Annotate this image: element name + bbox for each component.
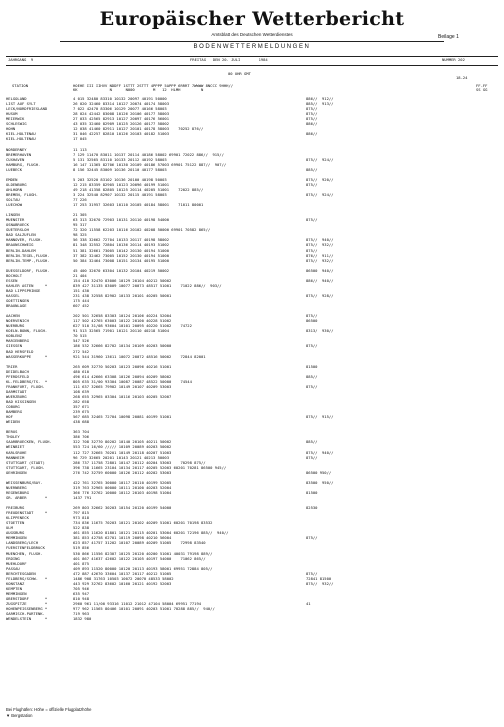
station-observation: 839 427 31135 83009 10077 20073 48517 51001 71022 886// 903// [73,282,222,288]
station-extra-groups: 885// 913// [306,101,334,107]
station-observation: 522 838 [73,525,90,531]
station-observation: 45 400 32670 63304 10132 20104 40219 50002 [73,267,170,273]
station-observation: 12 215 83359 82905 10123 20096 40199 51001 [73,181,170,187]
station-extra-groups: 86500 [306,318,318,324]
station-name: HANNOVER, FLUGH. [6,237,43,243]
station-name: BAD LIPPSPRINGE [6,287,41,293]
station-observation: 530 866 11556 82307 10125 20120 40200 51001 40031 79198 889// [73,550,213,556]
station-observation: 797 815 [73,510,90,516]
station-observation: 56 338 32662 72704 10133 20117 40198 58002 [73,237,170,243]
station-name: KARLSRUHE [6,449,27,455]
station-observation: 81 348 32552 72804 10136 20114 40193 51002 [73,242,170,248]
station-name: BAD SALZUFLEN [6,232,36,238]
station-observation: 37 382 32462 73005 10152 20130 40194 51000 [73,252,170,258]
station-extra-groups: 875// 940// [306,449,334,455]
observation-time: 00 UHR GMT [228,71,251,76]
issue-number: NUMMER 202 [442,57,465,62]
station-name: BERLIN-TEMP.,FLUGH. [6,257,50,263]
station-name: NOERVENICH [6,318,29,324]
station-extra-groups: 875// [306,343,318,349]
station-name: ZUGSPITZE * [6,601,48,606]
station-observation: 12 038 41460 82911 10127 20101 40178 58003 70252 876// [73,126,204,132]
station-extra-groups: 81500 [306,489,318,495]
station-name: KL.FELDBERG/TS. * [6,378,48,384]
station-observation: 269 803 32662 30203 10154 20120 40199 54000 [73,505,172,511]
station-extra-groups: 875// 940// [306,237,334,243]
publisher-subtitle: Amtsblatt des Deutschen Wetterdienstes [211,32,293,37]
station-observation: 805 635 31/00 93304 10087 20087 48522 50000 74544 [73,378,192,384]
station-name: HUSUM [6,111,18,117]
station-name: CUXHAVEN [6,156,25,162]
station-name: STUTTGART, FLUGH. [6,464,45,470]
station-observation: 31 046 42257 82810 10126 20103 40182 51003 [73,131,170,137]
station-name: AUGSBURG [6,530,25,536]
station-name: NORDERNEY [6,146,27,152]
station-observation: 21 404 [73,272,87,278]
station-extra-groups: 86500 940// [306,267,334,273]
station-name: FREIBURG [6,505,25,511]
station-observation: 409 893 11520 80000 10120 20113 40193 58001 69951 72884 805// [73,565,213,571]
station-observation: 366 776 32762 10000 10112 20103 40198 51004 [73,489,172,495]
station-name: GOETTINGEN [6,298,29,303]
station-observation: 72 320 11558 62203 10116 20102 40208 50000 69901 70582 865// [73,227,211,233]
station-observation: 8 156 32445 83009 10136 20110 40177 58003 [73,166,167,172]
station-name: ULM [6,525,13,531]
station-extra-groups: 885// [306,439,318,445]
station-name: GARMISCH-PARTENK. [6,611,45,617]
station-name: KONSTANZ [6,580,25,586]
station-extra-groups: 875// [306,116,318,122]
station-observation: 357 671 [73,404,90,410]
station-name: WUERZBURG [6,393,27,399]
station-observation: 282 658 [73,399,90,404]
station-name: SOLTAU [6,197,20,202]
station-observation: 117 502 42765 63003 10122 20100 40228 51002 [73,318,172,324]
station-name: GUETERSLOH [6,227,29,233]
station-extra-groups: 875// [306,535,318,541]
station-observation: 151 430 [73,287,90,293]
station-extra-groups: 83500 950// [306,479,334,485]
station-observation: 553 724 16/60 ///// 10109 20089 40203 50002 [73,444,172,450]
station-name: LECK/NORDFRIESLAND [6,106,48,112]
station-name: REGENSBURG [6,489,29,495]
station-name: FRANKFURT, FLUGH. [6,383,45,389]
station-observation: 112 727 32665 70201 10149 20118 40207 51003 [73,449,172,455]
station-observation: 286 737 11758 72801 10147 20112 40204 53003 70298 875// [73,459,206,465]
station-observation: 1437 791 [73,494,92,500]
station-name: BAD HERSFELD [6,348,34,354]
station-name: LINGEN [6,212,20,218]
station-observation: 175 444 [73,298,90,303]
station-name: TRIER [6,363,18,369]
issue-date: FREITAG DEN 20. JULI 1984 [190,57,268,62]
station-extra-groups: 875// 915// [306,414,334,420]
station-observation: 77 226 [73,197,87,202]
footnote-airports: Bei Flughäfen: Höhe = offizielle Flugplatzhöhe [6,707,92,712]
station-name: FELDBERG/SCHW. * [6,575,48,581]
station-name: KIEL-HOLTENAU [6,136,36,142]
station-observation: 607 452 [73,303,90,309]
station-name: EMDEN [6,176,18,182]
station-observation: 154 410 32470 83006 10129 20104 40212 50002 [73,277,172,283]
station-extra-groups: 875// [306,313,318,319]
station-name: WENDELSTEIN * [6,616,48,622]
station-observation: 5 131 32565 83110 10133 20112 40192 58003 [73,156,167,162]
station-name: MARIENBERG [6,338,29,344]
station-observation: 108 639 [73,388,90,394]
station-name: MUEHLDORF [6,560,27,566]
station-observation: 1486 908 31763 10503 10072 20070 48533 58002 [73,575,174,581]
station-name: KEMPTEN [6,585,23,591]
station-name: HELGOLAND [6,96,27,101]
station-observation: 27 033 42565 82913 10127 20097 40176 56001 [73,116,170,122]
station-observation: 11 113 [73,146,87,152]
station-observation: 51 381 32661 73005 10142 20130 40194 51000 [73,247,170,253]
station-observation: 519 856 [73,545,90,551]
station-observation: 401 875 [73,560,90,566]
station-name: BAMBERG [6,409,23,415]
station-observation: 16 147 11365 82706 10130 20109 40186 57003 69901 75122 887// 907// [73,161,227,167]
station-extra-groups: 8313/ 930// [306,328,334,334]
station-extra-groups: 81500 [306,363,318,369]
station-name: HOF [6,414,13,420]
station-name: WEINBIET [6,444,25,450]
station-name: DARMSTADT [6,388,27,394]
station-name: PASSAU [6,565,20,571]
station-observation: 276 742 32759 60000 10126 20112 40202 53003 [73,469,172,475]
station-extra-groups: 72841 81500 [306,575,332,581]
station-observation: 396 738 11665 23104 10134 20117 40205 52003 60201 70281 86500 945// [73,464,227,470]
station-observation: 95 317 [73,222,87,228]
station-observation: 921 544 31960 13611 10072 20072 48516 50002 72844 82001 [73,353,206,359]
station-name: HOHN [6,126,16,132]
station-observation: 186 532 32666 82702 10134 20109 40203 50000 [73,343,172,349]
station-name: NUERNBERG [6,484,27,490]
supplement-label: Beilage 1 [438,34,459,40]
column-header-station: STATION [12,83,29,88]
station-name: MEMMINGEN [6,535,27,541]
station-name: KASSEL [6,292,20,298]
station-observation: 5 203 32520 83102 10136 20100 40198 50003 [73,176,167,182]
station-observation: 17 253 31957 32603 10110 20105 40184 58001 71011 80001 [73,202,204,208]
station-observation: 322 708 32770 80202 10140 20105 40211 50002 [73,439,172,445]
station-observation: 719 963 [73,611,90,617]
station-extra-groups: 875// 932// [306,242,334,248]
station-observation: 231 438 32558 82902 10133 20101 40205 50001 [73,292,172,298]
station-extra-groups: 86500 950// [306,469,332,475]
station-name: GR. ARBER * [6,494,48,500]
station-observation: 422 761 32765 30000 10117 20110 40199 52005 [73,479,172,485]
station-name: KAHLER ASTEN * [6,282,48,288]
station-observation: 443 929 32762 83602 10160 20121 40192 52003 [73,580,172,586]
station-name: THOLEY [6,434,20,440]
station-observation: 363 704 [73,429,90,435]
station-name: KOELN-BONN, FLUGH. [6,328,48,334]
station-extra-groups: 875// [306,570,318,576]
station-name: ERDING [6,555,20,561]
station-observation: 973 818 [73,515,90,521]
station-observation: 496 614 42666 63308 10126 20094 40209 58002 [73,373,172,379]
station-name: WASSERKUPPE * [6,353,48,359]
station-name: LIST AUF SYLT [6,101,36,107]
station-name: BAD KISSINGEN [6,399,36,404]
station-name: MEIERWIK [6,116,25,122]
station-observation: 70 515 [73,333,87,339]
station-name: BERLIN-DAHLEM [6,247,36,253]
station-name: FREUDENSTADT * [6,510,48,516]
station-name: FUERSTENFELDBRUCK [6,545,45,551]
station-observation: 3 224 32540 82907 10132 20115 40191 58003 [73,191,167,197]
station-name: HOHENPEISSENBERG * [6,606,48,612]
station-observation: 319 763 32965 00000 10111 20100 40203 52004 [73,484,172,490]
station-name: PFERDSFELD [6,373,29,379]
station-observation: 401 867 41637 42602 10122 20105 40197 54000 71062 865// [73,555,206,561]
station-observation: 1832 980 [73,616,92,622]
station-name: BRAUNSCHWEIG [6,242,34,248]
station-name: LANDSBERG/LECH [6,540,39,546]
station-extra-groups: 886// [306,131,318,137]
station-name: OEHRINGEN [6,469,27,475]
station-name: BERLIN-TEGEL,FLUGH. [6,252,50,258]
station-observation: 50 384 32464 73008 10151 20134 40195 51000 [73,257,170,263]
station-name: BREMERHAVEN [6,151,32,157]
station-extra-groups: 886// [306,121,318,127]
station-extra-groups: 885// [306,166,318,172]
station-extra-groups: 82530 [306,505,318,511]
station-name: OBERSTDORF * [6,595,48,601]
station-observation: 268 655 32965 03304 10116 20103 40205 52007 [73,393,172,399]
station-extra-groups: 875// [306,111,318,117]
station-observation: 461 855 11620 81801 10121 20115 40201 53004 60201 72196 885// 940// [73,530,229,536]
station-observation: 265 609 32770 50203 10123 20096 40216 51001 [73,363,172,369]
station-extra-groups: 875// [306,247,318,253]
station-name: MANNHEIM [6,454,25,460]
station-extra-groups: 875// 924// [306,156,334,162]
station-name: OLDENBURG [6,181,27,187]
station-observation: 239 675 [73,409,90,415]
station-observation: 734 836 11675 70203 10121 20102 40209 51001 60201 70198 83532 [73,520,213,526]
station-extra-groups: 875// [306,217,318,223]
station-extra-groups: 875// [306,454,318,460]
station-name: SCHLESWIG [6,121,27,127]
footnote-mountain: ▼ Bergstation [6,713,33,718]
station-extra-groups: 875// 932// [306,257,334,263]
station-name: NUERBURG [6,323,25,329]
station-observation: 96 729 32665 20201 10143 20121 40213 50003 [73,454,170,460]
station-observation: 7 129 11470 83011 10137 20114 40186 58002 69901 72022 886// 915// [73,151,224,157]
station-observation: 28 024 42442 83008 10126 20106 40177 58003 [73,111,170,117]
station-observation: 63 313 32670 72903 10131 20110 40198 54000 [73,217,170,223]
station-extra-groups: 875// 928// [306,292,334,298]
station-extra-groups: 876// 911// [306,252,334,258]
period-range: 18-24 [456,75,468,80]
station-name: BERUS [6,429,18,435]
station-observation: 472 887 42670 33604 10137 20117 40212 51005 [73,570,172,576]
station-observation: 49 218 41358 82805 10125 20114 40205 51001 72022 885// [73,186,204,192]
station-observation: 810 948 [73,595,90,601]
station-observation: 381 853 42758 62701 10119 20098 40210 56004 [73,535,172,541]
station-observation: 4 015 32480 83310 10132 20097 40191 50000 [73,96,167,101]
station-extra-groups: 875// 932// [306,580,334,586]
page-title: Europäischer Wetterbericht [99,8,405,30]
station-observation: 480 610 [73,368,90,374]
station-name: COBURG [6,404,20,410]
station-name: BERCHTESGADEN [6,570,36,576]
station-observation: 272 542 [73,348,90,354]
column-header-codes: HOEHE III IIHVV NDDFF 1STTT 2STTT 4PPPP 5APPP 6RRRT 7WWWW 8NCCC 9HHH// [73,83,234,88]
station-observation: 111 637 32665 79902 10149 20107 40209 53003 [73,383,172,389]
station-name: WEIDEN [6,419,20,425]
station-name: MEMMINGEN [6,590,27,596]
title-rule [60,41,444,42]
station-observation: 438 688 [73,419,90,425]
station-observation: 567 685 32465 72704 10098 20081 40199 51001 [73,414,172,420]
station-name: KIEL-HOLTENAU [6,131,36,137]
station-extra-groups: 875// [306,106,318,112]
station-observation: 202 501 32658 83303 10124 20106 40224 52004 [73,313,172,319]
column-header-gusts: FF-FF SS GG [476,83,488,93]
station-name: AHLHORN [6,186,23,192]
station-extra-groups: 885// [306,373,318,379]
station-name: OSNABRUECK [6,222,29,228]
station-name: MUENSTER [6,217,25,223]
station-name: GIESSEN [6,343,23,349]
station-extra-groups: 875// [306,181,318,187]
station-name: DEIDELBACH [6,368,29,374]
station-observation: 627 510 31/08 93604 10101 20095 40220 51002 74722 [73,323,192,329]
station-observation: 635 947 [73,590,90,596]
station-observation: 547 526 [73,338,90,344]
station-observation: 43 035 32460 82909 10125 20126 40177 58002 [73,121,170,127]
station-observation: 7 022 42470 83306 10129 20077 40166 58003 [73,106,167,112]
station-name: HAMBURG, FLUGH. [6,161,41,167]
station-name: AACHEN [6,313,20,319]
station-observation: 17 045 [73,136,87,142]
station-name: KOBLENZ [6,333,23,339]
station-name: BOCHOLT [6,272,23,278]
column-header-codes-sub: KK N N000 M 12 HLMH N [73,87,204,92]
station-extra-groups: 875// 924// [306,191,334,197]
station-observation: 623 857 41757 31202 10107 20089 40209 51005 72998 83540 [73,540,206,546]
section-title: BODENWETTERMELDUNGEN [193,44,311,50]
station-observation: 2960 961 11/00 93316 11012 21012 47104 58004 69951 77194 [73,601,202,606]
station-extra-groups: 41 [306,601,311,606]
station-name: MUENCHEN, FLUGH. [6,550,43,556]
station-name: BRAUNLAGE [6,303,27,309]
station-name: KLIPPENECK [6,515,29,521]
station-observation: 26 020 32460 83314 10127 20074 40174 58003 [73,101,170,107]
station-name: LUEBECK [6,166,23,172]
station-extra-groups: 886// 940// [306,277,334,283]
station-name: STUTTGART (STADT) [6,459,45,465]
station-name: BREMEN, FLUGH. [6,191,39,197]
station-observation: 386 706 [73,434,90,440]
station-observation: 91 513 32565 71901 10121 20110 40218 51004 [73,328,170,334]
station-observation: 98 325 [73,232,87,238]
volume-label: JAHRGANG 9 [8,57,34,62]
station-name: DUESSELDORF, FLUGH. [6,267,50,273]
station-observation: 705 946 [73,585,90,591]
station-name: SAARBRUECKEN, FLUGH. [6,439,52,445]
station-name: ESSEN [6,277,18,283]
station-observation: 977 962 11565 80406 10101 20091 40203 51001 70288 885// 940// [73,606,215,612]
station-extra-groups: 886// 912// [306,96,334,101]
station-extra-groups: 875// 920// [306,176,334,182]
station-name: LUECHOW [6,202,23,208]
station-extra-groups: 875// [306,383,318,389]
station-observation: 21 305 [73,212,87,218]
station-name: WEISSENBURG/BAY. [6,479,43,485]
station-name: STOETTEN [6,520,25,526]
